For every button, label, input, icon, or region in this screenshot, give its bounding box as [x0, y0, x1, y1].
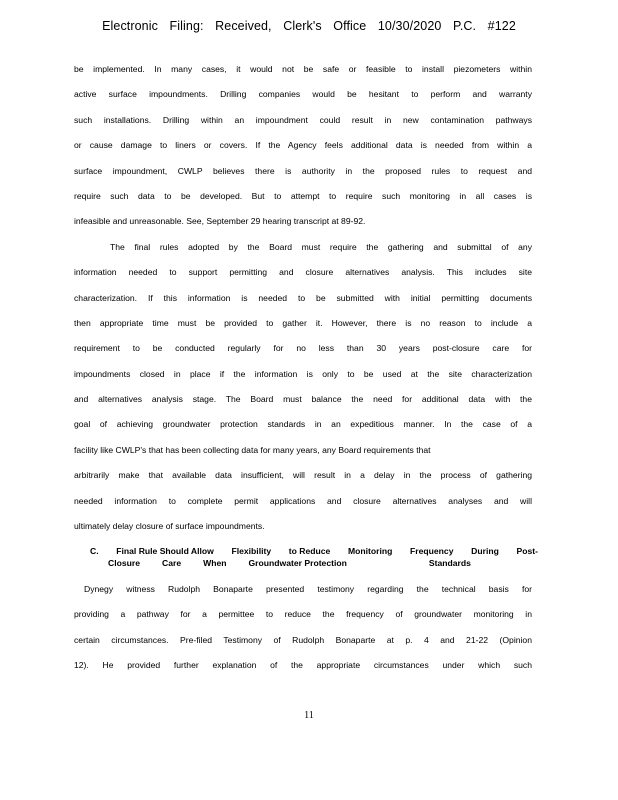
text-line: or cause damage to liners or covers. If the Agency feels additional data is needed from within a [74, 140, 532, 151]
section-label: C. [90, 546, 99, 556]
text-line: goal of achieving groundwater protection standards in an expeditious manner. In the case of a [74, 419, 532, 430]
heading-word: During [471, 546, 499, 556]
section-heading [90, 546, 538, 569]
heading-word: Flexibility [231, 546, 272, 556]
text-line: then appropriate time must be provided to gather it. However, there is no reason to include a [74, 317, 532, 328]
text-line: requirement to be conducted regularly for no less than 30 years post-closure care for [74, 343, 532, 354]
section-heading-row [90, 558, 538, 570]
heading-word: Closure [108, 557, 140, 568]
heading-word: Post- [516, 546, 538, 556]
page-number: 11 [304, 710, 314, 721]
paragraph-body [74, 583, 532, 685]
text-line: active surface impoundments. Drilling companies would be hesitant to perform and warranty [74, 89, 532, 100]
heading-word: Care [162, 557, 182, 568]
text-line: certain circumstances. Pre-filed Testimony of Rudolph Bonaparte at p. 4 and 21-22 (Opinion [74, 634, 532, 645]
text-line: needed information to complete permit applications and closure alternatives analyses and will [74, 495, 532, 506]
text-line: require such data to be developed. But to attempt to require such monitoring in all cases is [74, 190, 532, 201]
text-line: characterization. If this information is needed to be submitted with initial permitting documents [74, 292, 532, 303]
paragraph-body [74, 63, 532, 545]
text-line: The final rules adopted by the Board must require the gathering and submittal of any [110, 241, 532, 252]
text-line: be implemented. In many cases, it would not be safe or feasible to install piezometers within [74, 64, 532, 74]
text-line: surface impoundment, CWLP believes there is authority in the proposed rules to request and [74, 165, 532, 176]
text-line: infeasible and unreasonable. See, September 29 hearing transcript at 89-92. [74, 216, 366, 227]
text-line: ultimately delay closure of surface impoundments. [74, 521, 265, 532]
section-heading-row [90, 546, 538, 558]
text-line: arbitrarily make that available data insufficient, will result in a delay in the process of gathering [74, 470, 532, 481]
text-line: information needed to support permitting and closure alternatives analysis. This includes site [74, 267, 532, 278]
text-line: facility like CWLP's that has been collecting data for many years, any Board requirements that [74, 444, 431, 455]
heading-word: Final Rule Should Allow [116, 546, 214, 556]
heading-word: When [203, 557, 227, 568]
heading-word: to Reduce [288, 546, 331, 556]
text-line: providing a pathway for a permittee to reduce the frequency of groundwater monitoring in [74, 609, 532, 620]
filing-header: Electronic Filing: Received, Clerk's Office 10/30/2020 P.C. #122 [102, 19, 516, 33]
text-line: and alternatives analysis stage. The Board must balance the need for additional data with the [74, 394, 532, 405]
heading-word: Groundwater Protection [248, 557, 347, 568]
heading-word: Monitoring [347, 546, 393, 556]
text-line: such installations. Drilling within an impoundment could result in new contamination pathways [74, 114, 532, 125]
text-line: impoundments closed in place if the information is only to be used at the site characterization [74, 368, 532, 379]
text-line: 12). He provided further explanation of the appropriate circumstances under which such [74, 660, 532, 671]
heading-word: Frequency [410, 546, 454, 556]
heading-word: Standards [428, 557, 471, 568]
text-line: Dynegy witness Rudolph Bonaparte presented testimony regarding the technical basis for [84, 584, 532, 594]
